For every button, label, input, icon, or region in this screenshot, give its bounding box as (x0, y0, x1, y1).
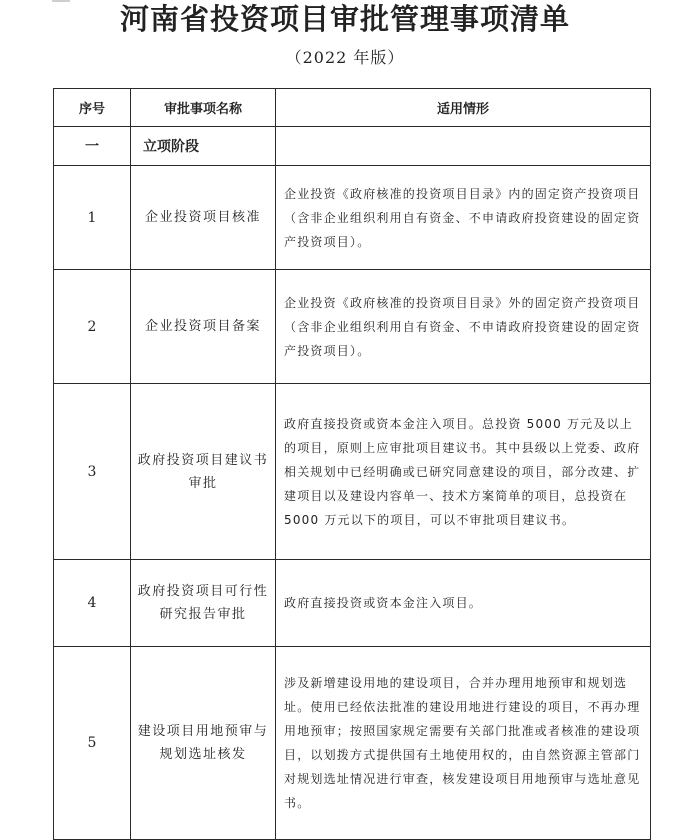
document-title: 河南省投资项目审批管理事项清单 (119, 2, 570, 36)
table-row (54, 384, 651, 560)
header-item-name: 审批事项名称 (131, 89, 276, 127)
row-seq: 1 (54, 166, 131, 270)
phase-number: 一 (54, 127, 131, 166)
row-item-name: 企业投资项目备案 (131, 270, 276, 384)
row-seq: 3 (54, 384, 131, 560)
row-scope: 企业投资《政府核准的投资项目目录》外的固定资产投资项目（含非企业组织利用自有资金、不申请政府投资建设的固定资产投资项目）。 (276, 270, 651, 384)
header-scope: 适用情形 (276, 89, 651, 127)
phase-scope (276, 127, 651, 166)
table-row (54, 647, 651, 840)
table-row (54, 166, 651, 270)
phase-name: 立项阶段 (131, 127, 276, 166)
row-item-name: 政府投资项目建议书审批 (131, 384, 276, 560)
row-item-name: 企业投资项目核准 (131, 166, 276, 270)
row-seq: 5 (54, 647, 131, 840)
row-scope: 企业投资《政府核准的投资项目目录》内的固定资产投资项目（含非企业组织利用自有资金、不申请政府投资建设的固定资产投资项目）。 (276, 166, 651, 270)
approval-items-table (53, 88, 651, 840)
row-scope: 政府直接投资或资本金注入项目。 (276, 560, 651, 647)
table-row (54, 270, 651, 384)
row-seq: 4 (54, 560, 131, 647)
table-row (54, 560, 651, 647)
row-seq: 2 (54, 270, 131, 384)
row-scope: 涉及新增建设用地的建设项目，合并办理用地预审和规划选址。使用已经依法批准的建设用地进行建设的项目，不再办理用地预审；按照国家规定需要有关部门批准或者核准的建设项目，以划拨方式提供国有土地使用权的，由自然资源主管部门对规划选址情况进行审查，核发建设项目用地预审与选址意见书。 (276, 647, 651, 840)
phase-row (54, 127, 651, 166)
row-item-name: 建设项目用地预审与规划选址核发 (131, 647, 276, 840)
header-seq: 序号 (54, 89, 131, 127)
row-item-name: 政府投资项目可行性研究报告审批 (131, 560, 276, 647)
table-header-row (54, 89, 651, 127)
row-scope: 政府直接投资或资本金注入项目。总投资 5000 万元及以上的项目，原则上应审批项目建议书。其中县级以上党委、政府相关规划中已经明确或已研究同意建设的项目，部分改建、扩建项目以及建设内容单一、技术方案简单的项目，总投资在 5000 万元以下的项目，可以不审批项目建议书。 (276, 384, 651, 560)
document-subtitle: （2022 年版） (285, 48, 405, 67)
